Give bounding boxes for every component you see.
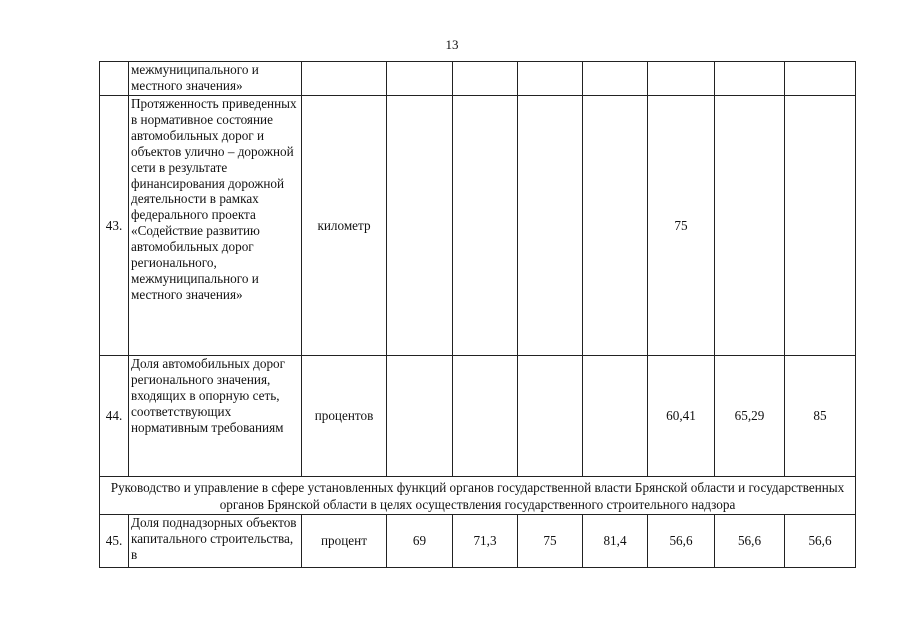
value-cell: 69 — [387, 515, 453, 568]
value-cell: 60,41 — [648, 356, 715, 477]
table-row — [100, 515, 856, 568]
value-cell: 75 — [518, 515, 583, 568]
unit-cell: процентов — [302, 356, 387, 477]
indicator-name: межмуниципального и местного значения» — [129, 62, 302, 96]
value-cell: 65,29 — [715, 356, 785, 477]
value-cell — [715, 62, 785, 96]
value-cell — [453, 356, 518, 477]
value-cell — [387, 62, 453, 96]
value-cell: 81,4 — [583, 515, 648, 568]
value-cell — [453, 62, 518, 96]
value-cell: 56,6 — [785, 515, 856, 568]
value-cell: 75 — [648, 96, 715, 356]
value-cell: 56,6 — [715, 515, 785, 568]
value-cell — [785, 96, 856, 356]
table-row — [100, 96, 856, 356]
indicator-name: Доля поднадзорных объектов капитального строительства, в — [129, 515, 302, 568]
value-cell: 71,3 — [453, 515, 518, 568]
value-cell — [387, 356, 453, 477]
indicator-name: Протяженность приведенных в нормативное состояние автомобильных дорог и объектов улично – дорожной сети в результате финансирования дорожной деятельности в рамках федерального проекта «Содействие развитию автомобильных дорог регионального, межмуниципального и местного значения» — [129, 96, 302, 356]
table-row — [100, 62, 856, 96]
value-cell: 85 — [785, 356, 856, 477]
row-number: 43. — [100, 96, 129, 356]
row-number — [100, 62, 129, 96]
unit-cell: километр — [302, 96, 387, 356]
value-cell — [518, 356, 583, 477]
unit-cell: процент — [302, 515, 387, 568]
value-cell — [387, 96, 453, 356]
value-cell — [518, 62, 583, 96]
value-cell: 56,6 — [648, 515, 715, 568]
value-cell — [785, 62, 856, 96]
value-cell — [583, 96, 648, 356]
value-cell — [453, 96, 518, 356]
value-cell — [518, 96, 583, 356]
value-cell — [583, 62, 648, 96]
unit-cell — [302, 62, 387, 96]
indicators-table — [99, 61, 856, 568]
value-cell — [583, 356, 648, 477]
value-cell — [648, 62, 715, 96]
indicator-name: Доля автомобильных дорог регионального значения, входящих в опорную сеть, соответствующих нормативным требованиям — [129, 356, 302, 477]
section-heading: Руководство и управление в сфере установленных функций органов государственной власти Брянской области и государственных органов Брянской области в целях осуществления государственного строительного надзора — [100, 477, 856, 515]
row-number: 45. — [100, 515, 129, 568]
value-cell — [715, 96, 785, 356]
section-heading-row — [100, 477, 856, 515]
page-number: 13 — [445, 37, 459, 52]
table-row — [100, 356, 856, 477]
row-number: 44. — [100, 356, 129, 477]
